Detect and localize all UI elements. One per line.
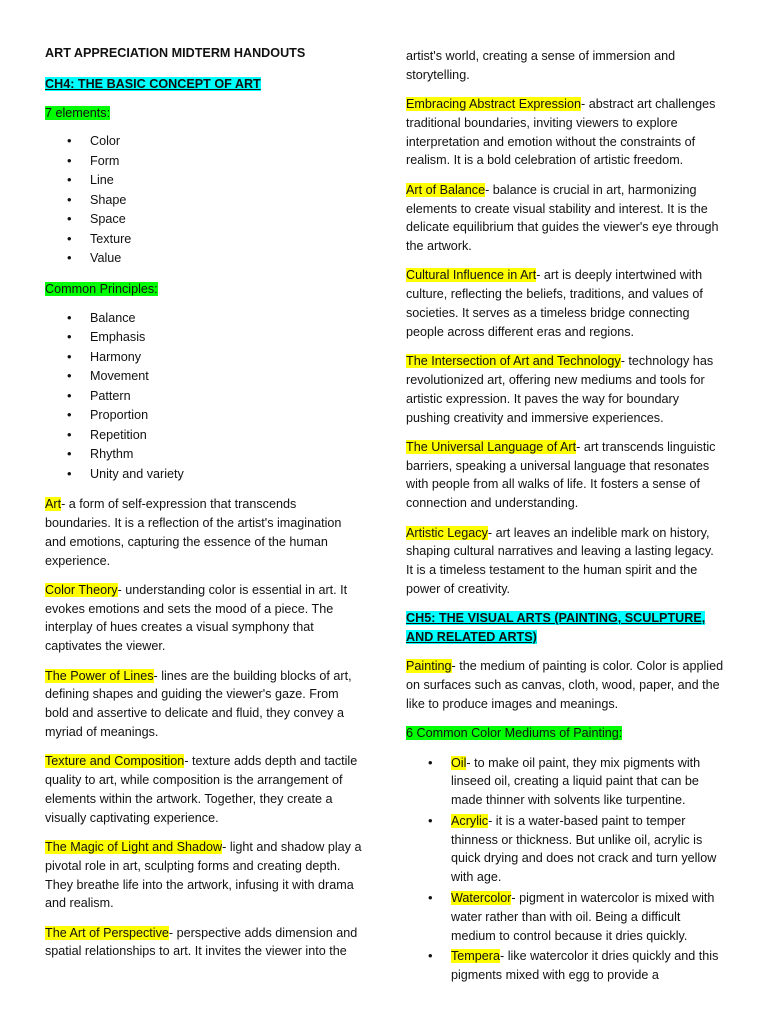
right-column	[406, 47, 724, 987]
paragraph-text: - texture adds depth and tactile quality to art, while composition is the arrangement of elements within the artwork. Together, they create a visually captivating experience.	[45, 754, 358, 825]
list-item: • Harmony	[45, 348, 363, 368]
term-highlight: The Intersection of Art and Technology	[406, 354, 621, 369]
list-item: • Proportion	[45, 406, 363, 426]
ch4-heading: CH4: THE BASIC CONCEPT OF ART	[45, 76, 261, 91]
left-column	[45, 44, 363, 972]
term-highlight: Oil	[451, 755, 467, 770]
list-item: • Movement	[45, 367, 363, 387]
paragraph-text: - perspective adds dimension and spatial relationships to art. It invites the viewer into the	[45, 925, 358, 959]
paragraph-text: - abstract art challenges traditional boundaries, inviting viewers to explore interpretation and emotion without the constraints of realism. It is a bold celebration of artistic freedom.	[406, 97, 716, 168]
lines-paragraph	[45, 667, 363, 742]
elements-heading-line	[45, 104, 363, 123]
list-item	[406, 889, 724, 945]
term-highlight: Acrylic	[451, 813, 489, 828]
list-item	[406, 754, 724, 810]
document-title: ART APPRECIATION MIDTERM HANDOUTS	[45, 46, 306, 60]
list-item: • Color	[45, 132, 363, 152]
list-item: • Space	[45, 210, 363, 230]
list-item: • Shape	[45, 191, 363, 211]
list-item: • Rhythm	[45, 445, 363, 465]
paragraph-text: - balance is crucial in art, harmonizing elements to create visual stability and interest. It is the delicate equilibrium that guides the viewer's eye through the artwork.	[406, 182, 719, 254]
ch5-heading: CH5: THE VISUAL ARTS (PAINTING, SCULPTURE, AND RELATED ARTS)	[406, 611, 706, 645]
paragraph-text: - lines are the building blocks of art, defining shapes and guiding the viewer's gaze. From bold and assertive to delicate and fluid, they convey a myriad of meanings.	[45, 668, 352, 739]
term-highlight: Tempera	[451, 949, 500, 964]
perspective-paragraph	[45, 924, 363, 962]
term-highlight: Painting	[406, 659, 452, 674]
term-highlight: Art of Balance	[406, 182, 486, 197]
technology-paragraph	[406, 352, 724, 427]
paragraph-text: - art is deeply intertwined with culture, reflecting the beliefs, traditions, and values of societies. It serves as a timeless bridge connecting people across different eras and regions.	[406, 268, 703, 339]
term-highlight: Art	[45, 497, 62, 512]
color-theory-paragraph	[45, 581, 363, 656]
term-highlight: Texture and Composition	[45, 754, 185, 769]
painting-paragraph	[406, 657, 724, 713]
continuation-paragraph: artist's world, creating a sense of immersion and storytelling.	[406, 49, 676, 82]
term-highlight: Color Theory	[45, 582, 118, 597]
balance-paragraph	[406, 181, 724, 256]
term-highlight: Cultural Influence in Art	[406, 268, 537, 283]
mediums-list	[406, 754, 724, 986]
elements-list	[45, 132, 363, 269]
list-item: • Balance	[45, 309, 363, 329]
abstract-paragraph	[406, 95, 724, 170]
term-highlight: The Power of Lines	[45, 668, 154, 683]
art-paragraph	[45, 495, 363, 570]
paragraph-text: - art leaves an indelible mark on history, shaping cultural narratives and leaving a lasting legacy. It is a timeless testament to the human spirit and the power of creativity.	[406, 525, 714, 596]
list-item: • Unity and variety	[45, 465, 363, 485]
elements-heading: 7 elements:	[45, 105, 111, 120]
mediums-heading: 6 Common Color Mediums of Painting:	[406, 726, 623, 741]
term-highlight: The Universal Language of Art	[406, 439, 577, 454]
list-item: • Line	[45, 171, 363, 191]
paragraph-text: - technology has revolutionized art, offering new mediums and tools for artistic expression. It paves the way for boundary pushing creativity and immersive experiences.	[406, 354, 714, 425]
ch5-heading-line	[406, 609, 724, 647]
list-item-text: - it is a water-based paint to temper thinness or thickness. But unlike oil, acrylic is quick drying and does not crack and turn yellow with age.	[451, 813, 717, 885]
term-highlight: The Art of Perspective	[45, 925, 169, 940]
list-item: • Emphasis	[45, 328, 363, 348]
ch4-heading-line	[45, 75, 363, 94]
legacy-paragraph	[406, 524, 724, 599]
light-shadow-paragraph	[45, 838, 363, 913]
mediums-heading-line	[406, 724, 724, 743]
paragraph-text: - a form of self-expression that transcends boundaries. It is a reflection of the artist's imagination and emotions, capturing the essence of the human experience.	[45, 497, 342, 568]
list-item-text: - to make oil paint, they mix pigments with linseed oil, creating a liquid paint that can be made thinner with solvents like turpentine.	[451, 755, 701, 808]
list-item-text: - pigment in watercolor is mixed with water rather than with oil. Being a difficult medium to control because it dries quickly.	[451, 891, 715, 943]
principles-heading-line	[45, 280, 363, 299]
list-item: • Form	[45, 152, 363, 172]
list-item	[406, 947, 724, 985]
cultural-paragraph	[406, 266, 724, 341]
term-highlight: The Magic of Light and Shadow	[45, 839, 223, 854]
paragraph-text: - art transcends linguistic barriers, speaking a universal language that resonates with people from all walks of life. It fosters a sense of connection and understanding.	[406, 439, 716, 511]
list-item: • Pattern	[45, 387, 363, 407]
list-item: • Repetition	[45, 426, 363, 446]
principles-heading: Common Principles:	[45, 281, 158, 296]
principles-list	[45, 309, 363, 485]
paragraph-text: - the medium of painting is color. Color is applied on surfaces such as canvas, cloth, wood, paper, and the like to produce images and meanings.	[406, 659, 724, 711]
list-item-text: - like watercolor it dries quickly and this pigments mixed with egg to provide a	[451, 949, 719, 983]
texture-paragraph	[45, 752, 363, 827]
list-item: • Value	[45, 249, 363, 269]
term-highlight: Embracing Abstract Expression	[406, 97, 581, 112]
universal-language-paragraph	[406, 438, 724, 513]
term-highlight: Watercolor	[451, 891, 512, 906]
term-highlight: Artistic Legacy	[406, 525, 488, 540]
paragraph-text: - light and shadow play a pivotal role in art, sculpting forms and creating depth. They breathe life into the artwork, infusing it with drama and realism.	[45, 839, 362, 911]
paragraph-text: - understanding color is essential in art. It evokes emotions and sets the mood of a piece. The interplay of hues creates a visual symphony that captivates the viewer.	[45, 582, 348, 654]
list-item	[406, 812, 724, 887]
list-item: • Texture	[45, 230, 363, 250]
